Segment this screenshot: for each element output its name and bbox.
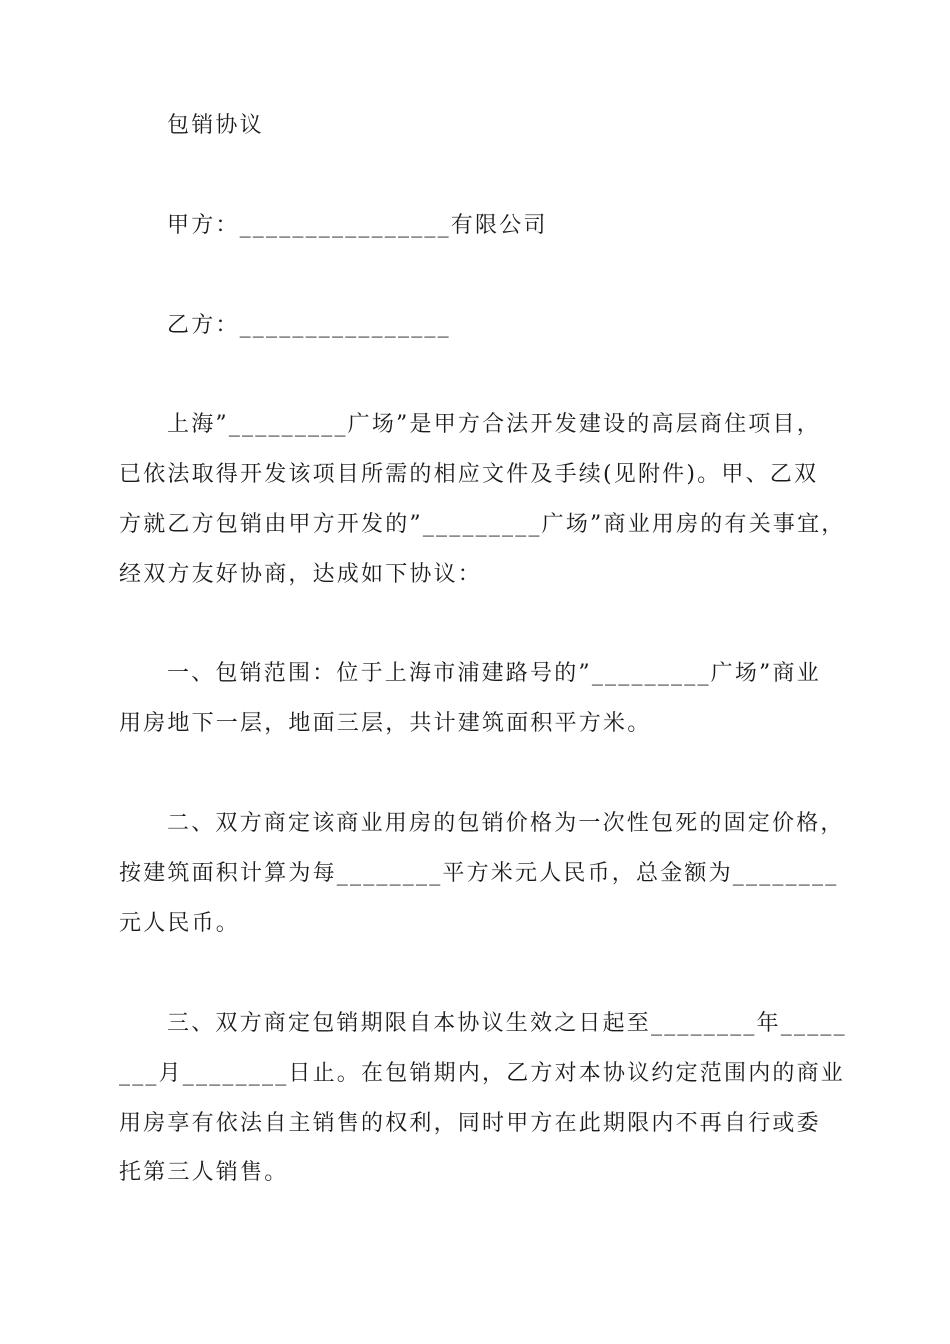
document-title: 包销协议 (167, 113, 264, 138)
intro-line-3: 方就乙方包销由甲方开发的”_________广场”商业用房的有关事宜， (119, 512, 846, 537)
clause-1-line-1: 一、包销范围：位于上海市浦建路号的”_________广场”商业 (167, 661, 821, 686)
clause-3-line-2: ___月________日止。在包销期内，乙方对本协议约定范围内的商业 (119, 1061, 846, 1086)
clause-2-line-1: 二、双方商定该商业用房的包销价格为一次性包死的固定价格， (167, 811, 845, 836)
party-a-line: 甲方：________________有限公司 (167, 213, 548, 238)
clause-1-line-2: 用房地下一层，地面三层，共计建筑面积平方米。 (119, 711, 652, 736)
intro-line-4: 经双方友好协商，达成如下协议： (119, 562, 483, 587)
clause-3-line-1: 三、双方商定包销期限自本协议生效之日起至________年_____ (167, 1011, 847, 1036)
clause-3-line-4: 托第三人销售。 (119, 1160, 289, 1185)
clause-3-line-3: 用房享有依法自主销售的权利，同时甲方在此期限内不再自行或委 (119, 1111, 821, 1136)
clause-2-line-2: 按建筑面积计算为每________平方米元人民币，总金额为________ (119, 861, 839, 886)
intro-line-1: 上海”_________广场”是甲方合法开发建设的高层商住项目， (167, 412, 821, 437)
intro-line-2: 已依法取得开发该项目所需的相应文件及手续(见附件)。甲、乙双 (119, 462, 819, 487)
clause-2-line-3: 元人民币。 (119, 911, 241, 936)
party-b-line: 乙方：________________ (167, 313, 451, 338)
